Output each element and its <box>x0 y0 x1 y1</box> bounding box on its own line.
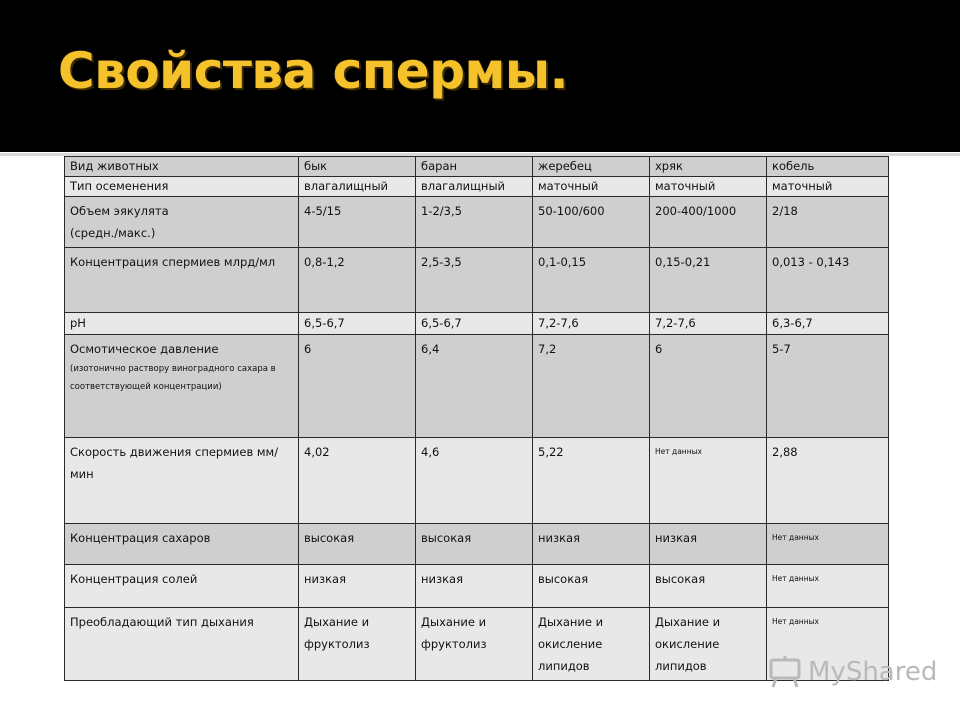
table-cell: 0,1-0,15 <box>533 248 650 313</box>
table-cell: Дыхание и фруктолиз <box>416 608 533 681</box>
table-cell: 50-100/600 <box>533 197 650 248</box>
header-cell: Вид животных <box>65 157 299 177</box>
table-cell: 7,2-7,6 <box>650 313 767 335</box>
table-cell: 2,5-3,5 <box>416 248 533 313</box>
table-cell: 6,5-6,7 <box>416 313 533 335</box>
table-cell: низкая <box>299 565 416 608</box>
table-cell: Дыхание и фруктолиз <box>299 608 416 681</box>
row-label: Концентрация спермиев млрд/мл <box>65 248 299 313</box>
table-cell: Нет данных <box>767 565 889 608</box>
table-cell: Нет данных <box>767 524 889 565</box>
header-cell: жеребец <box>533 157 650 177</box>
table-cell: 6,5-6,7 <box>299 313 416 335</box>
row-label: Концентрация солей <box>65 565 299 608</box>
slide-title: Свойства спермы. <box>58 42 569 100</box>
row-label-main: Осмотическое давление <box>70 342 219 356</box>
table-row <box>65 438 889 524</box>
table-cell: Дыхание и окисление липидов <box>533 608 650 681</box>
watermark <box>768 655 937 689</box>
table-row <box>65 197 889 248</box>
table-cell: маточный <box>533 177 650 197</box>
table-row <box>65 177 889 197</box>
table-cell: 7,2-7,6 <box>533 313 650 335</box>
header-cell: бык <box>299 157 416 177</box>
table-cell: 7,2 <box>533 335 650 438</box>
row-label-line2: (средн./макс.) <box>70 226 156 240</box>
table-cell: высокая <box>416 524 533 565</box>
table-cell: влагалищный <box>416 177 533 197</box>
table-row <box>65 524 889 565</box>
table-cell: 4-5/15 <box>299 197 416 248</box>
table-cell: влагалищный <box>299 177 416 197</box>
table-cell: высокая <box>533 565 650 608</box>
table-cell: 6,4 <box>416 335 533 438</box>
table-cell: высокая <box>299 524 416 565</box>
table-cell: 6 <box>650 335 767 438</box>
table-cell: 2,88 <box>767 438 889 524</box>
table-cell: 0,013 - 0,143 <box>767 248 889 313</box>
presentation-board-icon <box>768 655 802 689</box>
row-label: Концентрация сахаров <box>65 524 299 565</box>
header-cell: хряк <box>650 157 767 177</box>
table-row <box>65 335 889 438</box>
table-cell: низкая <box>416 565 533 608</box>
properties-table <box>64 156 889 681</box>
table-cell: 0,8-1,2 <box>299 248 416 313</box>
table-cell: 5-7 <box>767 335 889 438</box>
row-label: Тип осеменения <box>65 177 299 197</box>
row-label: Преобладающий тип дыхания <box>65 608 299 681</box>
table-cell: 2/18 <box>767 197 889 248</box>
table-cell: 1-2/3,5 <box>416 197 533 248</box>
row-label <box>65 335 299 438</box>
table-cell: маточный <box>767 177 889 197</box>
table-row <box>65 608 889 681</box>
table-row <box>65 313 889 335</box>
table-cell: 200-400/1000 <box>650 197 767 248</box>
table-cell: высокая <box>650 565 767 608</box>
row-label: Скорость движения спермиев мм/мин <box>65 438 299 524</box>
table-cell: 6,3-6,7 <box>767 313 889 335</box>
watermark-text: MyShared <box>808 657 938 687</box>
table-cell: Нет данных <box>767 608 889 681</box>
table-cell: 4,6 <box>416 438 533 524</box>
row-label-line1: Объем эякулята <box>70 204 169 218</box>
table-cell: 4,02 <box>299 438 416 524</box>
table-header-row <box>65 157 889 177</box>
table-cell: маточный <box>650 177 767 197</box>
table-cell: 6 <box>299 335 416 438</box>
table-cell: низкая <box>533 524 650 565</box>
table-cell: Нет данных <box>650 438 767 524</box>
table-row <box>65 248 889 313</box>
row-label-note: (изотонично раствору виноградного сахара в соответствующей концентрации) <box>70 364 276 392</box>
header-cell: кобель <box>767 157 889 177</box>
table-cell: 0,15-0,21 <box>650 248 767 313</box>
row-label <box>65 197 299 248</box>
header-cell: баран <box>416 157 533 177</box>
table-cell: 5,22 <box>533 438 650 524</box>
table-row <box>65 565 889 608</box>
table-cell: низкая <box>650 524 767 565</box>
row-label: pH <box>65 313 299 335</box>
table-cell: Дыхание и окисление липидов <box>650 608 767 681</box>
